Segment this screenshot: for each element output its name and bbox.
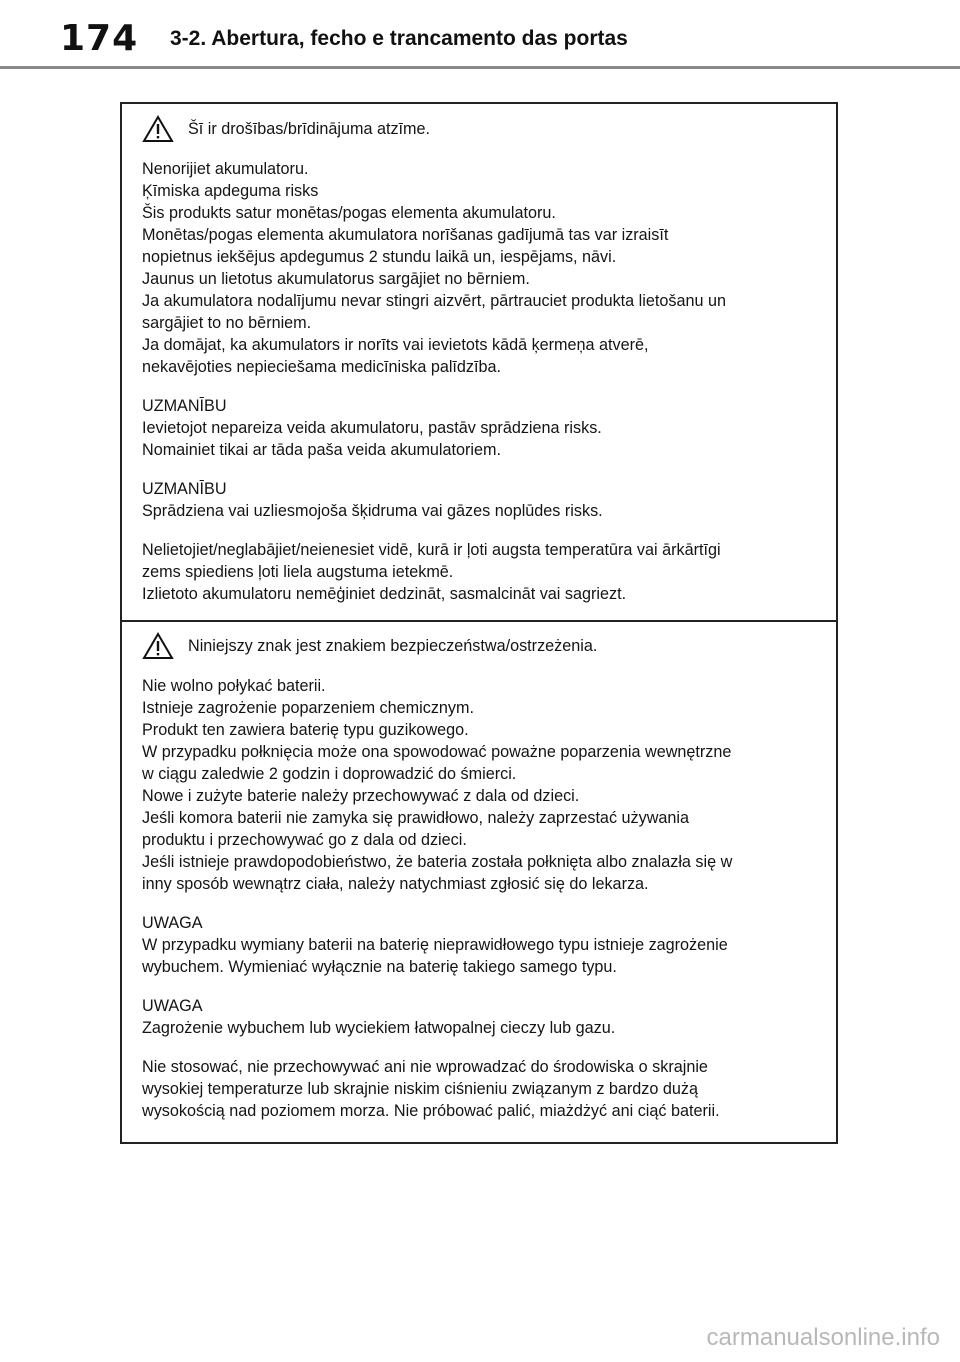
text-line: inny sposób wewnątrz ciała, należy natychmiast zgłosić się do lekarza.: [142, 875, 649, 893]
warning-blocks: [142, 675, 822, 1122]
text-line: w ciągu zaledwie 2 godzin i doprowadzić do śmierci.: [142, 765, 517, 783]
header-rule: [0, 66, 960, 69]
text-line: Nie wolno połykać baterii.: [142, 677, 326, 695]
text-line: Šis produkts satur monētas/pogas elementa akumulatoru.: [142, 204, 556, 222]
text-line: Sprādziena vai uzliesmojoša šķidruma vai gāzes noplūdes risks.: [142, 502, 603, 520]
page-header: [0, 0, 960, 70]
text-line: UWAGA: [142, 997, 203, 1015]
watermark: carmanualsonline.info: [706, 1324, 940, 1351]
warning-panel-polish: [120, 621, 838, 1144]
text-line: UWAGA: [142, 914, 203, 932]
text-line: Produkt ten zawiera baterię typu guzikowego.: [142, 721, 469, 739]
text-line: UZMANĪBU: [142, 397, 227, 415]
text-line: Ja akumulatora nodalījumu nevar stingri aizvērt, pārtrauciet produkta lietošanu un: [142, 292, 726, 310]
text-line: sargājiet to no bērniem.: [142, 314, 312, 332]
paragraph-block: [142, 158, 822, 378]
text-line: Monētas/pogas elementa akumulatora norīšanas gadījumā tas var izraisīt: [142, 226, 669, 244]
paragraph-block: [142, 1056, 822, 1122]
text-line: Jeśli istnieje prawdopodobieństwo, że bateria została połknięta albo znalazła się w: [142, 853, 733, 871]
text-line: wybuchem. Wymieniać wyłącznie na baterię takiego samego typu.: [142, 958, 617, 976]
warning-panel-latvian: [120, 102, 838, 622]
text-line: W przypadku połknięcia może ona spowodować poważne poparzenia wewnętrzne: [142, 743, 732, 761]
paragraph-block: [142, 912, 822, 978]
text-line: Nie stosować, nie przechowywać ani nie wprowadzać do środowiska o skrajnie: [142, 1058, 708, 1076]
section-title: 3-2. Abertura, fecho e trancamento das portas: [170, 27, 628, 50]
warning-triangle-icon: [142, 632, 174, 660]
text-line: Nowe i zużyte baterie należy przechowywać z dala od dzieci.: [142, 787, 580, 805]
text-line: wysokością nad poziomem morza. Nie próbować palić, miażdżyć ani ciąć baterii.: [142, 1102, 720, 1120]
text-line: wysokiej temperaturze lub skrajnie niskim ciśnieniu związanym z bardzo dużą: [142, 1080, 699, 1098]
text-line: Jaunus un lietotus akumulatorus sargājiet no bērniem.: [142, 270, 530, 288]
text-line: zems spiediens ļoti liela augstuma ietekmē.: [142, 563, 454, 581]
text-line: Nenorijiet akumulatoru.: [142, 160, 309, 178]
safety-sign-text: Šī ir drošības/brīdinājuma atzīme.: [188, 120, 431, 138]
text-line: Ja domājat, ka akumulators ir norīts vai ievietots kādā ķermeņa atverē,: [142, 336, 649, 354]
text-line: Jeśli komora baterii nie zamyka się prawidłowo, należy zaprzestać używania: [142, 809, 690, 827]
paragraph-block: [142, 478, 822, 522]
text-line: Ķīmiska apdeguma risks: [142, 182, 319, 200]
text-line: Ievietojot nepareiza veida akumulatoru, pastāv sprādziena risks.: [142, 419, 602, 437]
safety-sign-line: [142, 114, 822, 144]
text-line: W przypadku wymiany baterii na baterię nieprawidłowego typu istnieje zagrożenie: [142, 936, 728, 954]
text-line: Istnieje zagrożenie poparzeniem chemicznym.: [142, 699, 475, 717]
safety-sign-line: [142, 631, 822, 661]
text-line: produktu i przechowywać go z dala od dzieci.: [142, 831, 467, 849]
paragraph-block: [142, 995, 822, 1039]
text-line: Izlietoto akumulatoru nemēģiniet dedzināt, sasmalcināt vai sagriezt.: [142, 585, 627, 603]
text-line: UZMANĪBU: [142, 480, 227, 498]
text-line: Zagrożenie wybuchem lub wyciekiem łatwopalnej cieczy lub gazu.: [142, 1019, 616, 1037]
text-line: nekavējoties nepieciešama medicīniska palīdzība.: [142, 358, 502, 376]
warning-blocks: [142, 158, 822, 605]
paragraph-block: [142, 675, 822, 895]
text-line: nopietnus iekšējus apdegumus 2 stundu laikā un, iespējams, nāvi.: [142, 248, 617, 266]
warning-triangle-icon: [142, 115, 174, 143]
safety-sign-text: Niniejszy znak jest znakiem bezpieczeństwa/ostrzeżenia.: [188, 637, 598, 655]
text-line: Nomainiet tikai ar tāda paša veida akumulatoriem.: [142, 441, 502, 459]
paragraph-block: [142, 395, 822, 461]
text-line: Nelietojiet/neglabājiet/neienesiet vidē, kurā ir ļoti augsta temperatūra vai ārkārtīgi: [142, 541, 721, 559]
paragraph-block: [142, 539, 822, 605]
page-number: 174: [60, 18, 139, 59]
